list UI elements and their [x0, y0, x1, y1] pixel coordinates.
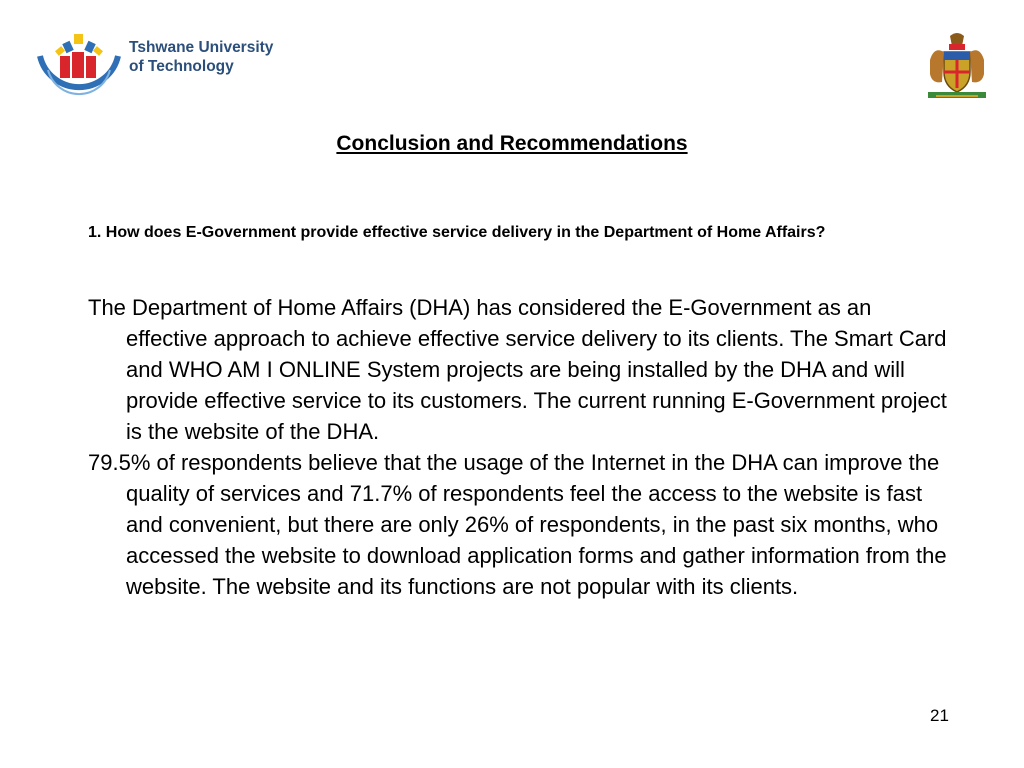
university-name — [129, 38, 273, 76]
paragraph-1: The Department of Home Affairs (DHA) has considered the E-Government as an effective approach to achieve effective service delivery to its clients. The Smart Card and WHO AM I ONLINE System projects are being installed by the DHA and will provide effective service to its customers. The current running E-Government project is the website of the DHA. — [88, 295, 947, 444]
university-name-line1: Tshwane University — [129, 39, 274, 56]
body-text — [88, 292, 948, 602]
university-logo — [34, 26, 304, 98]
research-question — [88, 221, 948, 245]
slide-title: Conclusion and Recommendations — [336, 132, 688, 155]
tut-logo-icon — [34, 26, 124, 98]
question-text: 1. How does E-Government provide effective service delivery in the Department of Home Affairs? — [88, 224, 826, 241]
page-number: 21 — [930, 706, 949, 725]
coat-of-arms-icon — [922, 30, 992, 102]
paragraph-2: 79.5% of respondents believe that the usage of the Internet in the DHA can improve the quality of services and 71.7% of respondents feel the access to the website is fast and convenient, but there are only 26% of respondents, in the past six months, who accessed the website to download application forms and gather information from the website. The website and its functions are not popular with its clients. — [88, 450, 947, 599]
crest-logo — [922, 30, 992, 102]
university-name-line2: of Technology — [129, 58, 234, 75]
